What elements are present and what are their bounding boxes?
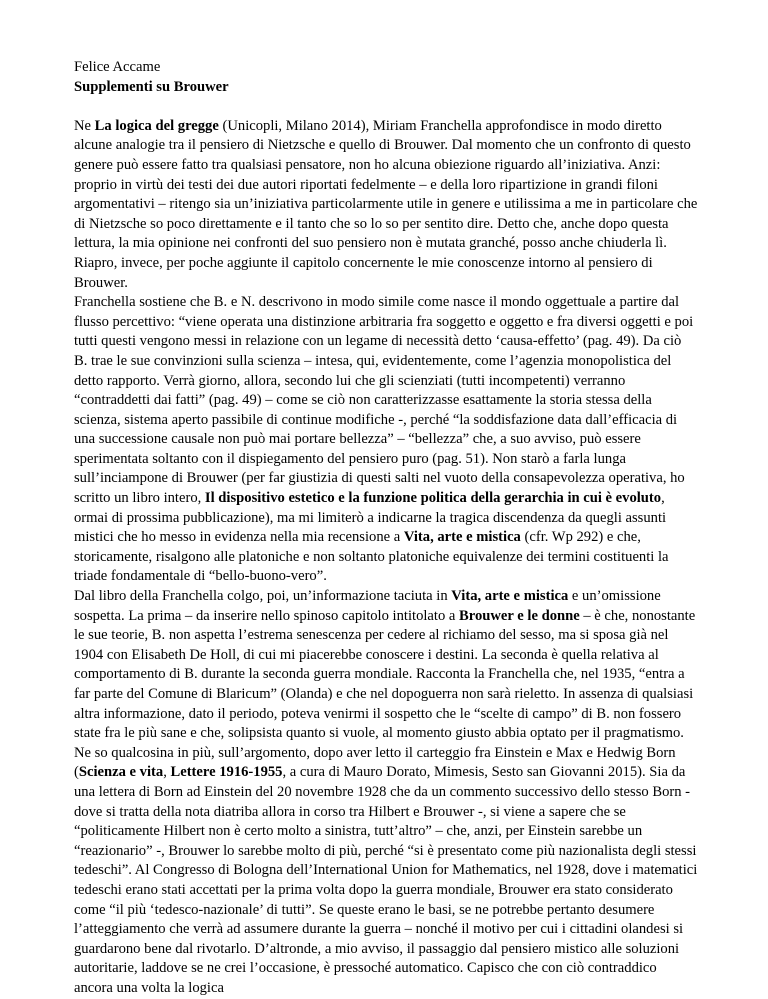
bold-title-text: Il dispositivo estetico e la funzione politica della gerarchia in cui è evoluto — [204, 490, 662, 507]
bold-title-text: Lettere 1916-1955 — [170, 764, 283, 781]
paragraph-text: Ne — [74, 117, 95, 134]
document-header — [74, 58, 698, 97]
paragraph — [74, 587, 698, 744]
paragraph — [74, 254, 698, 293]
header-spacer — [74, 97, 698, 117]
bold-title-text: Scienza e vita — [78, 764, 164, 781]
paragraph-text: , a cura di Mauro Dorato, Mimesis, Sesto san Giovanni 2015). Sia da una lettera di Born ad Einstein del 20 novembre 1928 che da un commento successivo dello stesso Born - dove si tratta della nota diatriba allora in corso tra Hilbert e Brouwer -, si viene a sapere che se “politicamente Hilbert non è certo molto a sinistra, tutt’altro” – che, anzi, per Einstein sarebbe un “reazionario” -, Brouwer lo sarebbe molto di più, perché “si è presentato come più nazionalista degli stessi tedeschi”. Al Congresso di Bologna dell’International Union for Mathematics, nel 1928, dove i matematici tedeschi erano stati accettati per la prima volta dopo la guerra mondiale, Brouwer era stato considerato come “il più ‘tedesco-nazionale’ di tutti”. Se queste erano le basi, se ne potrebbe pertanto desumere l’atteggiamento che verrà ad assumere durante la guerra – nonché il motivo per cui i cittadini olandesi si guardarono bene dal rivotarlo. D’altronde, a mio avviso, il passaggio dal pensiero mistico alle soluzioni autoritarie, laddove se ne crei l’occasione, è pressoché automatico. Capisco che con ciò contraddico ancora una volta la logica — [74, 764, 698, 996]
paragraph-text: e un’omissione sospetta. La prima – da inserire nello spinoso capitolo intitolato a — [74, 588, 661, 624]
paragraph-text: , ormai di prossima pubblicazione), ma mi limiterò a indicarne la tragica discendenza da quegli assunti mistici che ho messo in evidenza nella mia recensione a — [74, 490, 667, 546]
bold-title-text: La logica del gregge — [94, 117, 219, 134]
document-title: Supplementi su Brouwer — [74, 78, 229, 95]
paragraph-text: (Unicopli, Milano 2014), Miriam Franchella approfondisce in modo diretto alcune analogie tra il pensiero di Nietzsche e quello di Brouwer. Dal momento che un confronto di questo genere può essere fatto tra qualsiasi pensatore, non ho alcuna obiezione riguardo all’iniziativa. Anzi: proprio in virtù dei testi dei due autori riportati fedelmente – e della loro ripartizione in grandi filoni argomentativi – ritengo sia un’iniziativa particolarmente utile in genere e utilissima a me in particolare che di Nietzsche so poco direttamente e il tanto che so lo so per sentito dire. Detto che, anche dopo questa lettura, la mia opinione nei confronti del suo pensiero non è mutata granché, posso anche chiuderla lì. — [74, 117, 698, 252]
paragraph-text: (cfr. Wp 292) e che, storicamente, risalgono alle platoniche e non soltanto platoniche equivalenze dei termini costituenti la triade fondamentale di “bello-buono-vero”. — [74, 529, 669, 585]
paragraph-text: Ne so qualcosina in più, sull’argomento, dopo aver letto il carteggio fra Einstein e Max e Hedwig Born ( — [74, 744, 676, 781]
paragraph-text: – è che, nonostante le sue teorie, B. non aspetta l’estrema senescenza per cedere al richiamo del sesso, ma si sposa già nel 1904 con Elisabeth De Holl, di cui mi piacerebbe conoscere i destini. La seconda è quella relativa al comportamento di B. durante la seconda guerra mondiale. Racconta la Franchella che, nel 1935, “entra a far parte del Comune di Blaricum” (Olanda) e che nel dopoguerra non sarà rieletto. In assenza di qualsiasi altra informazione, dato il periodo, poteva venirmi il sospetto che le “scelte di campo” di B. non fossero state fra le più sane e che, solipsista quanto si vuole, al momento giusto abbia optato per il pragmatismo. — [74, 607, 696, 742]
paragraph-text: Franchella sostiene che B. e N. descrivono in modo simile come nasce il mondo oggettuale a partire dal flusso percettivo: “viene operata una distinzione arbitraria fra soggetto e oggetto e fra diversi oggetti e poi tutti questi vengono messi in relazione con un legame di necessità detto ‘causa-effetto’ (pag. 49). Da ciò B. trae le sue convinzioni sulla scienza – intesa, qui, evidentemente, come l’agenzia monopolistica del detto rapporto. Verrà giorno, allora, secondo lui che gli scienziati (tutti incompetenti) verranno “contraddetti dai fatti” (pag. 49) – come se ciò non caratterizzasse esattamente la storia stessa della scienza, sistema aperto passibile di continue modifiche -, perché “la soddisfazione data dall’efficacia di una successione causale non può mai portare bellezza” – “bellezza” che, a suo avviso, può essere sperimentata soltanto con il dispiegamento del pensiero puro (pag. 51). Non starò a farla lunga sull’inciampone di Brouwer (per far giustizia di questi salti nel vuoto della consapevolezza operativa, ho scritto un libro intero, — [74, 294, 694, 507]
author-name: Felice Accame — [74, 59, 161, 75]
paragraph-text: , — [163, 764, 171, 781]
paragraph — [74, 744, 698, 999]
bold-title-text: Brouwer e le donne — [459, 607, 580, 624]
paragraph — [74, 117, 698, 254]
paragraph-text: Dal libro della Franchella colgo, poi, un’informazione taciuta in — [74, 588, 452, 605]
document-body — [74, 117, 698, 999]
bold-title-text: Vita, arte e mistica — [403, 529, 521, 546]
paragraph-text: Riapro, invece, per poche aggiunte il capitolo concernente le mie conoscenze intorno al pensiero di Brouwer. — [74, 254, 653, 291]
bold-title-text: Vita, arte e mistica — [451, 588, 569, 605]
paragraph — [74, 293, 698, 587]
